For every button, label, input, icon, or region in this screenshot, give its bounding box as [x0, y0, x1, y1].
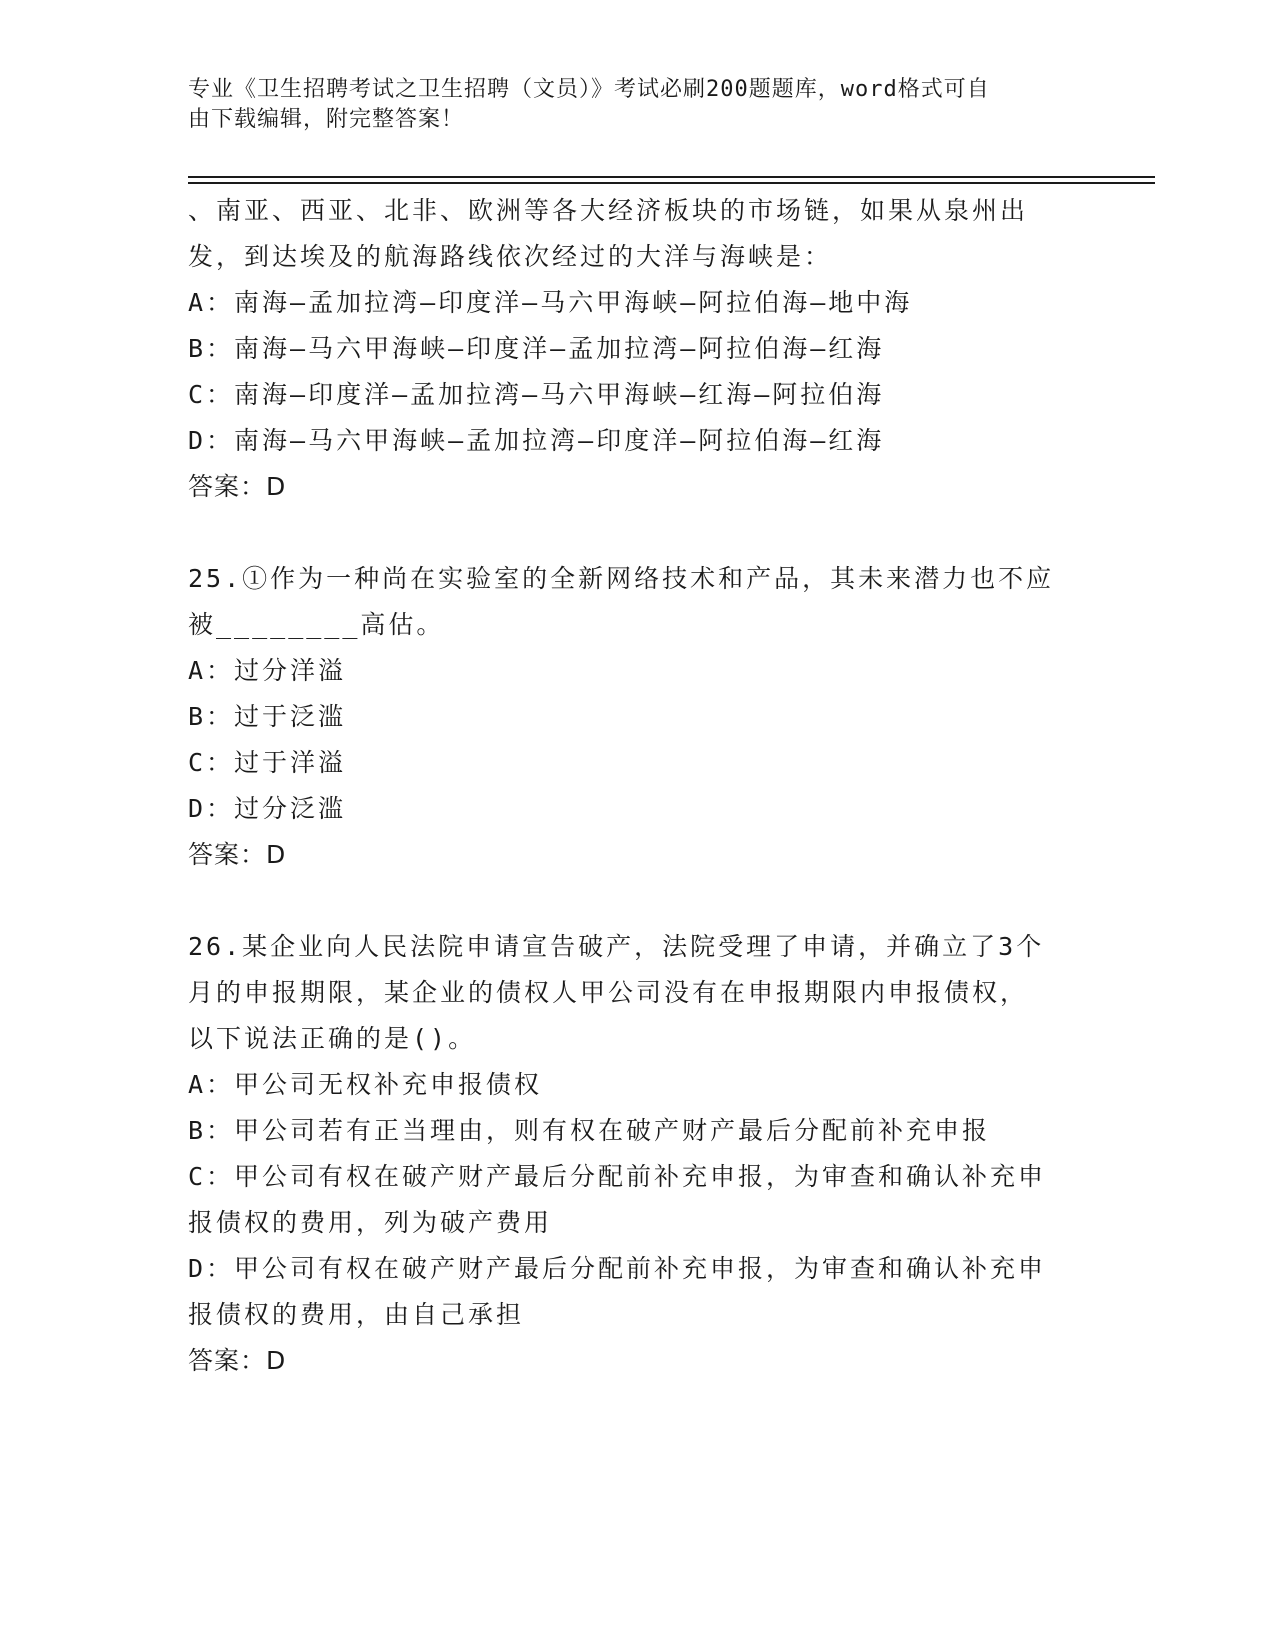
question-24 [188, 188, 1088, 510]
question-26-option-d-line-2: 报债权的费用，由自己承担 [188, 1300, 525, 1329]
question-24-option-c: C：南海—印度洋—孟加拉湾—马六甲海峡—红海—阿拉伯海 [188, 380, 885, 409]
question-26-stem-line-3: 以下说法正确的是()。 [188, 1024, 477, 1053]
header-line-1: 专业《卫生招聘考试之卫生招聘（文员）》考试必刷200题题库，word格式可自 [188, 77, 990, 102]
question-25-option-a: A：过分洋溢 [188, 656, 347, 685]
question-25-stem-line-2: 被________高估。 [188, 610, 445, 639]
question-25-option-c: C：过于洋溢 [188, 748, 347, 777]
question-26-option-a: A：甲公司无权补充申报债权 [188, 1070, 543, 1099]
question-26-option-b: B：甲公司若有正当理由，则有权在破产财产最后分配前补充申报 [188, 1116, 991, 1145]
question-26-stem-line-1: 26.某企业向人民法院申请宣告破产，法院受理了申请，并确立了3个 [188, 932, 1045, 961]
question-24-option-a: A：南海—孟加拉湾—印度洋—马六甲海峡—阿拉伯海—地中海 [188, 288, 913, 317]
question-24-stem-line-2: 发，到达埃及的航海路线依次经过的大洋与海峡是： [188, 242, 833, 271]
question-26-option-d-line-1: D：甲公司有权在破产财产最后分配前补充申报，为审查和确认补充申 [188, 1254, 1047, 1283]
header-divider-top [188, 176, 1155, 178]
document-body [188, 188, 1088, 1384]
question-25-option-b: B：过于泛滥 [188, 702, 347, 731]
question-26-option-c-line-2: 报债权的费用，列为破产费用 [188, 1208, 553, 1237]
question-25 [188, 556, 1088, 878]
header-line-2: 由下载编辑，附完整答案！ [188, 107, 465, 132]
spacer [188, 878, 1088, 924]
question-24-option-b: B：南海—马六甲海峡—印度洋—孟加拉湾—阿拉伯海—红海 [188, 334, 885, 363]
document-header [188, 75, 1088, 135]
question-26 [188, 924, 1088, 1384]
header-divider-bottom [188, 182, 1155, 184]
question-25-option-d: D：过分泛滥 [188, 794, 347, 823]
question-25-stem-line-1: 25.①作为一种尚在实验室的全新网络技术和产品，其未来潜力也不应 [188, 564, 1055, 593]
question-26-option-c-line-1: C：甲公司有权在破产财产最后分配前补充申报，为审查和确认补充申 [188, 1162, 1047, 1191]
question-26-answer: 答案：D [188, 1346, 287, 1375]
spacer [188, 510, 1088, 556]
question-24-option-d: D：南海—马六甲海峡—孟加拉湾—印度洋—阿拉伯海—红海 [188, 426, 885, 455]
question-24-answer: 答案：D [188, 472, 287, 501]
question-24-stem-line-1: 、南亚、西亚、北非、欧洲等各大经济板块的市场链，如果从泉州出 [188, 196, 1029, 225]
question-25-answer: 答案：D [188, 840, 287, 869]
question-26-stem-line-2: 月的申报期限，某企业的债权人甲公司没有在申报期限内申报债权， [188, 978, 1029, 1007]
